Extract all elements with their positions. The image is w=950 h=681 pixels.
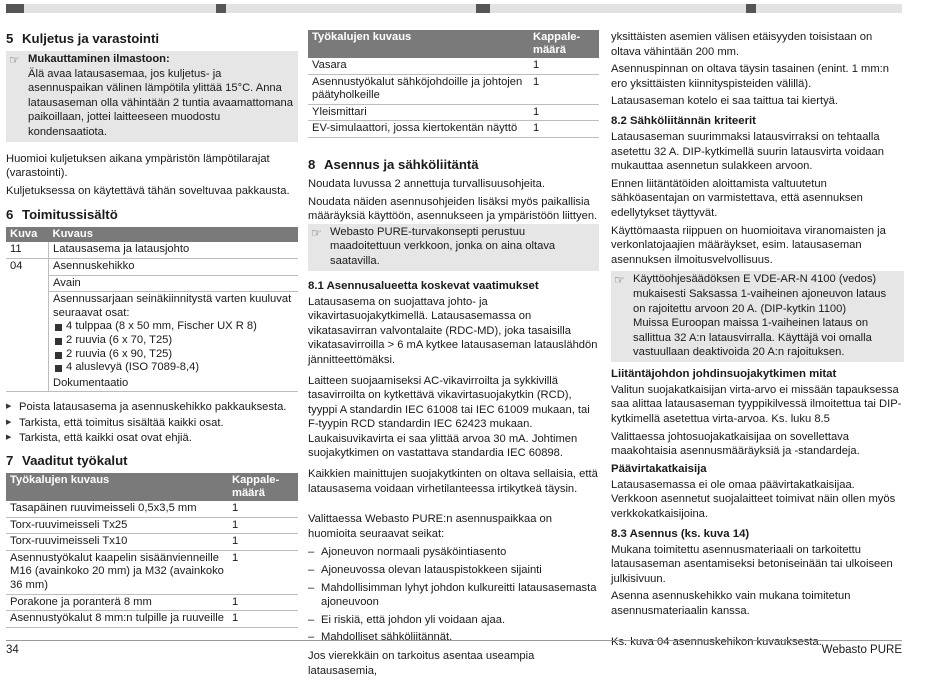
dip-note (611, 271, 904, 362)
table-row (6, 611, 298, 628)
paragraph: Huomioi kuljetuksen aikana ympäristön lämpötilarajat (varastointi). (6, 152, 270, 180)
pointing-hand-icon: ☞ (9, 53, 20, 67)
list-item: – Ajoneuvon normaali pysäköintiasento (308, 545, 599, 560)
paragraph: Valittaessa johtosuojakatkaisijaa on sovellettava maakohtaisia asennusmääräyksiä ja -standardeja. (611, 430, 860, 458)
step-item: ▶ Tarkista, että kaikki osat ovat ehjiä. (6, 431, 298, 446)
table-row (6, 550, 298, 594)
paragraph: Kaikkien mainittujen suojakytkinten on oltava sellaisia, että latausasema voidaan virhetilanteessa irtikytkeä täysin. (308, 468, 598, 495)
paragraph: Asenna asennuskehikko vain mukana toimitetun asennusmateriaalin kanssa. (611, 590, 851, 617)
cell: Asennustyökalut kaapelin sisäänvienneille M16 (avainkoko 20 mm) ja M32 (avainkoko 36 mm) (6, 550, 228, 594)
section-5-heading: 5 Kuljetus ja varastointi (6, 31, 160, 46)
col-header-description: Kuvaus (49, 227, 299, 242)
note-text: Muissa Euroopan maissa 1-vaiheinen lataus on sallittua 32 A:n latausvirralla. Käyttäjä voi omalla vastuullaan deaktivoida 20 A:n rajoituksen. (633, 317, 872, 359)
cell (6, 376, 49, 392)
kit-list (53, 320, 294, 374)
table-row (6, 258, 298, 275)
cell: EV-simulaattori, jossa kiertokentän näyttö (308, 121, 529, 138)
paragraph: Ks. kuva 04 asennuskehikon kuvauksesta. (611, 635, 822, 648)
section-6-heading: 6 Toimitussisältö (6, 207, 118, 223)
cell: 1 (529, 121, 599, 138)
cell: 1 (228, 517, 298, 534)
header-bar (6, 4, 902, 13)
cell: Dokumentaatio (49, 376, 299, 392)
paragraph: Valittaessa Webasto PURE:n asennuspaikkaa on huomioita seuraavat seikat: (308, 513, 552, 540)
paragraph: yksittäisten asemien välisen etäisyyden toisistaan on oltava vähintään 200 mm. (611, 31, 873, 58)
col-header-qty: Kappale-määrä (529, 30, 599, 58)
cell: Porakone ja poranterä 8 mm (6, 594, 228, 611)
climate-note (6, 51, 298, 142)
pointing-hand-icon: ☞ (311, 225, 322, 240)
table-row (308, 121, 599, 138)
table-row (308, 74, 599, 104)
paragraph: Käyttömaasta riippuen on huomioitava viranomaisten ja verkonlatojaajien määräykset, esim. latausaseman asennuksen ilmoitusvelvollisuus. (611, 224, 886, 266)
cell: Asennuskehikko (49, 258, 299, 275)
pointing-hand-icon: ☞ (614, 273, 625, 288)
kit-intro: Asennussarjaan seinäkiinnitystä varten kuuluvat seuraavat osat: (53, 293, 292, 319)
note-text: Älä avaa latausasemaa, jos kuljetus- ja asennuspaikan välinen lämpötila ylittää 15°C. Anna latausaseman olla vähintään 2 tuntia avaamattomana paikoillaan, jottei laitteeseen muodostu kondensaatiota. (28, 67, 293, 138)
note-text: Käyttöohjesäädöksen E VDE-AR-N 4100 (vedos) mukaisesti Saksassa 1-vaiheinen ajoneuvon lataus on rajoitettu arvoon 20 A. (DIP-kytkin 1100) (633, 273, 887, 315)
cable-protection-heading: Liitäntäjohdon johdinsuojakytkimen mitat (611, 367, 837, 380)
cell: 1 (228, 594, 298, 611)
table-row (6, 594, 298, 611)
paragraph: Latausasema on suojattava johto- ja vikavirtasuojakytkimellä. Latausasemassa on vikatasavirran valvontalaite (RDC-MD), joka tasaisilla vikatasavirroilla > 6 mA kytkee latausaseman latauslähdön jännitteettömäksi. (308, 295, 598, 366)
table-row (308, 58, 599, 74)
list-item: – Ei riskiä, että johdon yli voidaan ajaa. (308, 613, 599, 628)
paragraph: Latausaseman kotelo ei saa taittua tai kiertyä. (611, 95, 838, 108)
cell: Torx-ruuvimeisseli Tx10 (6, 534, 228, 551)
col-header-figure: Kuva (6, 227, 49, 242)
step-item: ▶ Poista latausasema ja asennuskehikko pakkauksesta. (6, 400, 298, 415)
cell: 1 (228, 550, 298, 594)
col-header-tool: Työkalujen kuvaus (308, 30, 529, 58)
cell: 04 (6, 258, 49, 275)
cell: Tasapäinen ruuvimeisseli 0,5x3,5 mm (6, 501, 228, 517)
cell: Latausasema ja latausjohto (49, 242, 299, 258)
paragraph: Noudata näiden asennusohjeiden lisäksi myös paikallisia määräyksiä käyttöön, asennukseen ja ympäristöön liittyen. (308, 195, 598, 223)
paragraph: Kuljetuksessa on käytettävä tähän soveltuvaa pakkausta. (6, 184, 290, 197)
col-header-qty: Kappale-määrä (228, 473, 298, 501)
table-row (6, 501, 298, 517)
paragraph: Latausaseman suurimmaksi latausvirraksi on tehtaalla asetettu 32 A. DIP-kytkimellä suurin latausvirta voidaan mukauttaa asennetun sulakkeen arvoon. (611, 130, 884, 173)
tools-table (6, 473, 298, 628)
cell: Asennustyökalut sähköjohdoille ja johtojen päätyholkeille (308, 74, 529, 104)
cell (6, 292, 49, 376)
list-item: 4 tulppaa (8 x 50 mm, Fischer UX R 8) (53, 320, 294, 334)
brand-name: Webasto PURE (821, 644, 902, 656)
cell: Avain (49, 275, 299, 292)
step-list (6, 400, 298, 446)
cell: 1 (529, 74, 599, 104)
step-item: ▶ Tarkista, että toimitus sisältää kaikki osat. (6, 416, 298, 431)
table-row (6, 242, 298, 258)
paragraph: Laitteen suojaamiseksi AC-vikavirroilta ja sykkivillä tasavirroilta on kytkettävä vikavirtasuojakytkin (RCD), tyyppi A standardin IEC 61008 tai IEC 61009 mukaan, tai F-tyypin RCD standardin IEC 62423 mukaan. Laukaisuvikavirta ei saa ylittää arvoa 30 mA. Johtimen suojakytkimen on vastattava standardia IEC 60898. (308, 374, 590, 460)
column-left (6, 30, 298, 628)
note-title: Mukauttaminen ilmastoon: (28, 53, 170, 65)
delivery-contents-table (6, 227, 298, 392)
list-item: – Ajoneuvossa olevan latauspistokkeen sijainti (308, 563, 599, 578)
cell (6, 275, 49, 292)
paragraph: Valitun suojakatkaisijan virta-arvo ei missään tapauksessa saa alittaa latausaseman tyyppikilvessä ilmoitettua tai DIP-kytkimellä asetettua virta-arvoa. Ks. luku 8.5 (611, 383, 902, 426)
cell: 1 (228, 501, 298, 517)
list-item: – Mahdolliset sähköliitännät. (308, 630, 599, 645)
page-number: 34 (6, 644, 19, 656)
cell: 1 (228, 611, 298, 628)
cell (49, 292, 299, 376)
main-switch-heading: Päävirtakatkaisija (611, 462, 707, 475)
table-row (308, 104, 599, 121)
section-8-2-heading: 8.2 Sähköliitännän kriteerit (611, 114, 756, 127)
section-8-3-heading: 8.3 Asennus (ks. kuva 14) (611, 527, 750, 540)
location-list (308, 545, 599, 645)
list-item: – Mahdollisimman lyhyt johdon kulkureitti latausasemasta ajoneuvoon (308, 581, 599, 610)
paragraph: Noudata luvussa 2 annettuja turvallisuusohjeita. (308, 177, 545, 190)
cell: 1 (529, 104, 599, 121)
paragraph: Asennuspinnan on oltava täysin tasainen (enint. 1 mm:n ero yksittäisten kiinnityspisteiden välillä). (611, 63, 889, 90)
column-middle (308, 30, 599, 681)
list-item: 4 aluslevyä (ISO 7089-8,4) (53, 361, 294, 375)
col-header-tool: Työkalujen kuvaus (6, 473, 228, 501)
paragraph: Jos vierekkäin on tarkoitus asentaa useampia latausasemia, (308, 650, 535, 677)
paragraph: Mukana toimitettu asennusmateriaali on tarkoitettu latausaseman asentamiseksi betoniseinään tai ulkoiseen julkisivuun. (611, 543, 893, 585)
table-row (6, 292, 298, 376)
cell: 11 (6, 242, 49, 258)
table-row (6, 517, 298, 534)
note-text: Webasto PURE-turvakonsepti perustuu maadoitettuun verkkoon, jonka on aina oltava saatavilla. (330, 225, 556, 267)
column-right (611, 30, 904, 652)
cell: Asennustyökalut 8 mm:n tulpille ja ruuveille (6, 611, 228, 628)
section-8-heading: 8 Asennus ja sähköliitäntä (308, 156, 479, 172)
section-7-heading: 7 Vaaditut työkalut (6, 453, 128, 469)
earthing-note (308, 224, 599, 271)
paragraph: Latausasemassa ei ole omaa päävirtakatkaisijaa. Verkkoon asennetut suojalaitteet toimivat näin ollen myös verkkokatkaisijoina. (611, 478, 896, 521)
table-row (6, 534, 298, 551)
tools-table-continued (308, 30, 599, 138)
cell: Vasara (308, 58, 529, 74)
cell: Yleismittari (308, 104, 529, 121)
cell: 1 (228, 534, 298, 551)
table-row (6, 275, 298, 292)
table-row (6, 376, 298, 392)
section-8-1-heading: 8.1 Asennusalueetta koskevat vaatimukset (308, 279, 539, 292)
cell: Torx-ruuvimeisseli Tx25 (6, 517, 228, 534)
list-item: 2 ruuvia (6 x 90, T25) (53, 348, 294, 362)
list-item: 2 ruuvia (6 x 70, T25) (53, 334, 294, 348)
cell: 1 (529, 58, 599, 74)
paragraph: Ennen liitäntätöiden aloittamista valtuutetun sähköasentajan on varmistettava, että asennuksen edellytykset täyttyvät. (611, 177, 863, 219)
